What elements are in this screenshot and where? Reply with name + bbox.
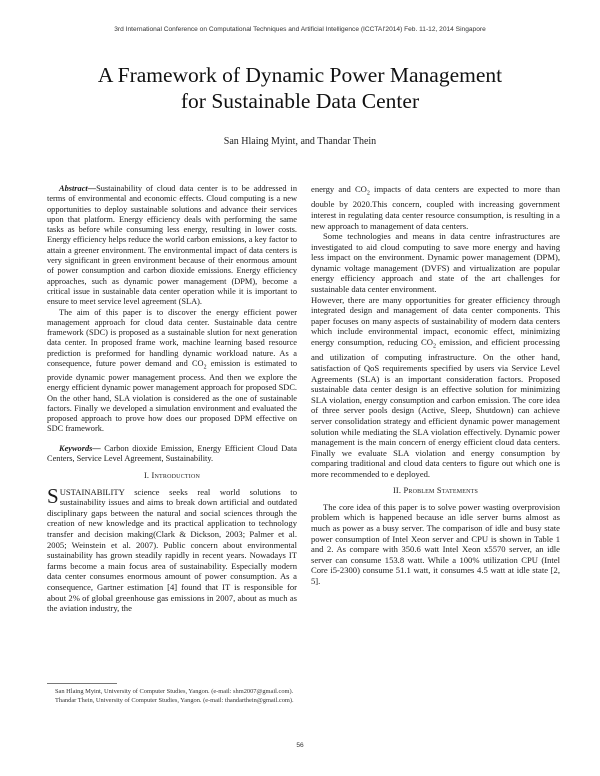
intro-paragraph-2: Some technologies and means in data centre infrastructures are investigated to aid cloud computing to save more energy and having less impact on the environment. Dynamic power management (DPM), dynamic voltage management (DVFS) and virtualization are popular energy efficiency approach and state of the art challenges for sustainable data center environment.: [311, 231, 560, 295]
intro-paragraph-1-continued: energy and $CO_2$ impacts of data centers are expected to more than double by 2020.This concern, coupled with increasing government interest in regulating data center resource consumption, is resulting in a new approach to management of data centers.: [311, 184, 560, 231]
right-column: [311, 184, 560, 587]
title-line-1: A Framework of Dynamic Power Management: [97, 63, 503, 87]
footnotes: [47, 688, 297, 706]
conference-header: 3rd International Conference on Computational Techniques and Artificial Intelligence (ICCTAI'2014) Feb. 11-12, 2014 Singapore: [114, 26, 486, 33]
section-1-number: I.: [143, 471, 152, 481]
section-2-heading: [311, 486, 560, 496]
abstract-paragraph-2: The aim of this paper is to discover the energy efficient power management approach for cloud data center. Sustainable data centre framework (SDC) is proposed as a sustainable slution for next generation data center. In proposed frame work, machine learning based resource prediction is preformed for handling dynamic workload nature. As a consequence, future power demand and $CO_2$ emission is estimated to provide dynamic power management process. And then we explore the energy efficient dynamic power management approach for proposed SDC. On the other hand, SLA violation is considered as the one of sustainable factors. Finally we developed a simulation environment and evaluated the proposed approach to prove how does our proposed DPM effective on SDC framework.: [47, 307, 297, 434]
keywords-dash: —: [92, 443, 101, 453]
keywords-paragraph: [47, 444, 297, 465]
keywords-text: Carbon dioxide Emission, Energy Efficient Cloud Data Centers, Service Level Agreement, Sustainability.: [47, 443, 297, 464]
title-line-2: for Sustainable Data Center: [180, 89, 420, 113]
dropcap-letter: S: [47, 483, 59, 508]
abstract-label: Abstract: [59, 184, 88, 193]
intro-paragraph-3: However, there are many opportunities for greater efficiency through integrated design and management of data center components. This paper focuses on many aspects of sustainability of modern data centers which include environmental impact, economic effect, minimizing energy consumption, reducing $CO_2$ emission, and efficient processing and utilization of computing infrastructure. On the other hand, satisfaction of QoS requirements specified by users via Service Level Agreements (SLA) is an important consideration factors. Proposed sustainable data center design is an effective solution for minimizing SLA violation, energy consumption and carbon emission. The core idea of three server pools design (Active, Sleep, Shutdown) can achieve server consolidation strategy and efficient dynamic power management solution while mediating the SLA violation effectively. Dynamic power management is the main concern of energy efficient cloud data centers. Finally we evaluate SLA violation and energy consumption by comparing traditional and cloud data centers to figure out which one is more recommended to e deployed.: [311, 294, 560, 479]
abstract-paragraph-1: [47, 184, 297, 308]
section-1-title: Introduction: [151, 471, 201, 481]
section-2-number: II.: [392, 486, 404, 496]
footnote-2: Thandar Thein, University of Computer Studies, Yangon. (e-mail: thandarthein@gmail.com).: [55, 697, 294, 705]
page-number: 56: [296, 742, 304, 749]
section-2-title: Problem Statements: [403, 486, 479, 496]
abstract-text-1: Sustainability of cloud data center is to be addressed in terms of environmental and economic effects. Cloud computing is a new opportunities to deploy sustainable solutions and advance their services upon that platform. Energy efficiency deals with performing the same tasks as before while consuming less energy, resulting in lower costs. Energy efficiency helps reduce the world carbon emissions, a key factor to attain a greener environment. The environmental impact of data centers is very significant in green environment because of their enormous amount of power consumption and carbon dioxide emissions. Energy efficiency approaches, such as dynamic power management (DPM), become a critical issue in sustainable data center operation while it is important to ensure to meet service level agreement (SLA).: [47, 184, 297, 307]
footnote-rule: [47, 683, 117, 684]
paper-title: [40, 62, 560, 114]
abstract-dash: —: [87, 184, 97, 193]
authors: San Hlaing Myint, and Thandar Thein: [223, 136, 377, 147]
intro-lead-word: USTAINABILITY: [59, 486, 125, 497]
problem-paragraph-1: The core idea of this paper is to solve power wasting overprovision problem which is happened because an idle server burns almost as much as power as a busy server. The comparison of idle and busy state power consumption of Intel Xeon server and CPU is shown in Table 1 and 2. As compare with 350.6 watt Intel Xeon x5570 server, an idle server can consume 153.8 watt. While a 100% utilization CPU (Intel Core i5-2300) consume 51.1 watt, it consumes 4.5 watt at idle state [2, 5].: [311, 501, 560, 586]
footnote-1: San Hlaing Myint, University of Computer Studies, Yangon. (e-mail: shm2007@gmail.com).: [55, 688, 294, 695]
intro-paragraph-1: [47, 483, 297, 614]
left-column: [47, 184, 297, 614]
intro-text-1: science seeks real world solutions to sustainability issues and aims to break down artificial and outdated disciplinary gaps between the natural and social sciences through the creation of new knowledge and its practical application to technology transfer and decision making(Clark & Dickson, 2003; Palmer et al. 2005; Weinstein et al. 2007). Public concern about environmental sustainability has grown steadily rapidly in recent years. Nowadays IT farms become a main focus area of sustainability. Especially modern data center consumes enormous amount of power consumption. As a consequence, Gartner estimation [4] found that IT is responsible for about 2% of global greenhouse gas emissions in 2007, about as much as the aviation industry, the: [47, 486, 297, 614]
keywords-label: Keywords: [59, 443, 93, 453]
section-1-heading: [47, 471, 297, 481]
